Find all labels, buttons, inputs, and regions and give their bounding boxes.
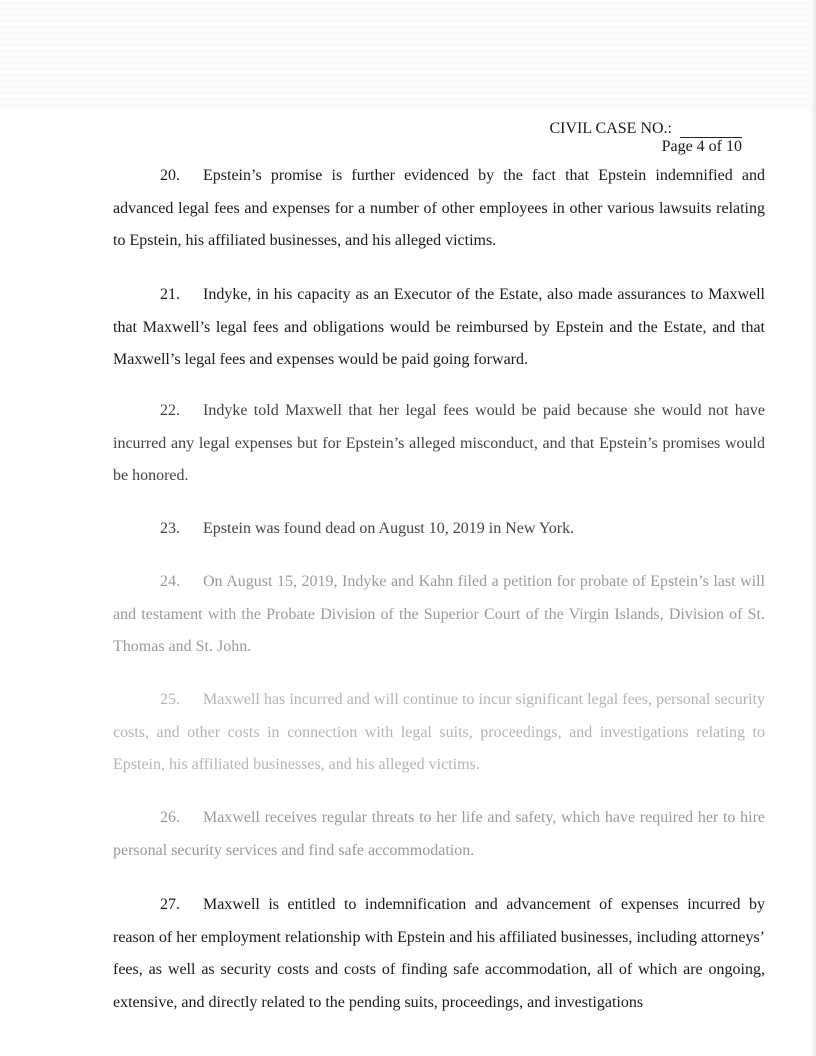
case-number-line (549, 120, 742, 138)
paragraph-20 (113, 160, 765, 258)
paragraph-21 (113, 279, 765, 377)
case-number-label: CIVIL CASE NO.: (549, 120, 672, 137)
paragraph-number: 26. (160, 809, 180, 826)
paragraph-text: Maxwell is entitled to indemnification and advancement of expenses incurred by reason of her employment relationship with Epstein and his affiliated businesses, including attorneys’ fees, as well as security costs and costs of finding safe accommodation, all of which are ongoing, extensive, and directly related to the pending suits, proceedings, and investigations (113, 896, 765, 1011)
paragraph-number: 25. (160, 691, 180, 708)
paragraph-number: 23. (160, 520, 180, 537)
paragraph-27 (113, 889, 765, 1019)
paragraph-text: Indyke told Maxwell that her legal fees would be paid because she would not have incurred any legal expenses but for Epstein’s alleged misconduct, and that Epstein’s promises would be honored. (113, 402, 765, 485)
paragraph-22 (113, 395, 765, 493)
paragraph-text: Epstein’s promise is further evidenced by the fact that Epstein indemnified and advanced legal fees and expenses for a number of other employees in other various lawsuits relating to Epstein, his affiliated businesses, and his alleged victims. (113, 167, 765, 250)
paragraph-number: 24. (160, 573, 180, 590)
scan-noise (0, 0, 816, 110)
paragraph-number: 20. (160, 167, 180, 184)
paragraph-number: 27. (160, 896, 180, 913)
paragraph-number: 22. (160, 402, 180, 419)
case-number-blank (680, 121, 742, 138)
paragraph-text: Indyke, in his capacity as an Executor of the Estate, also made assurances to Maxwell that Maxwell’s legal fees and obligations would be reimbursed by Epstein and the Estate, and that Maxwell’s legal fees and expenses would be paid going forward. (113, 286, 765, 369)
paragraph-text: Maxwell receives regular threats to her life and safety, which have required her to hire personal security services and find safe accommodation. (113, 809, 765, 859)
paragraph-26 (113, 802, 765, 867)
paragraph-text: Maxwell has incurred and will continue to incur significant legal fees, personal security costs, and other costs in connection with legal suits, proceedings, and investigations relating to Epstein, his affiliated businesses, and his alleged victims. (113, 691, 765, 774)
scan-edge (810, 0, 816, 1056)
paragraph-23 (113, 513, 765, 546)
paragraph-24 (113, 566, 765, 664)
paragraph-25 (113, 684, 765, 782)
page-header (549, 120, 742, 156)
paragraph-number: 21. (160, 286, 180, 303)
paragraph-text: On August 15, 2019, Indyke and Kahn filed a petition for probate of Epstein’s last will and testament with the Probate Division of the Superior Court of the Virgin Islands, Division of St. Thomas and St. John. (113, 573, 765, 656)
page-number: Page 4 of 10 (661, 138, 742, 155)
paragraph-text: Epstein was found dead on August 10, 2019 in New York. (203, 520, 575, 537)
